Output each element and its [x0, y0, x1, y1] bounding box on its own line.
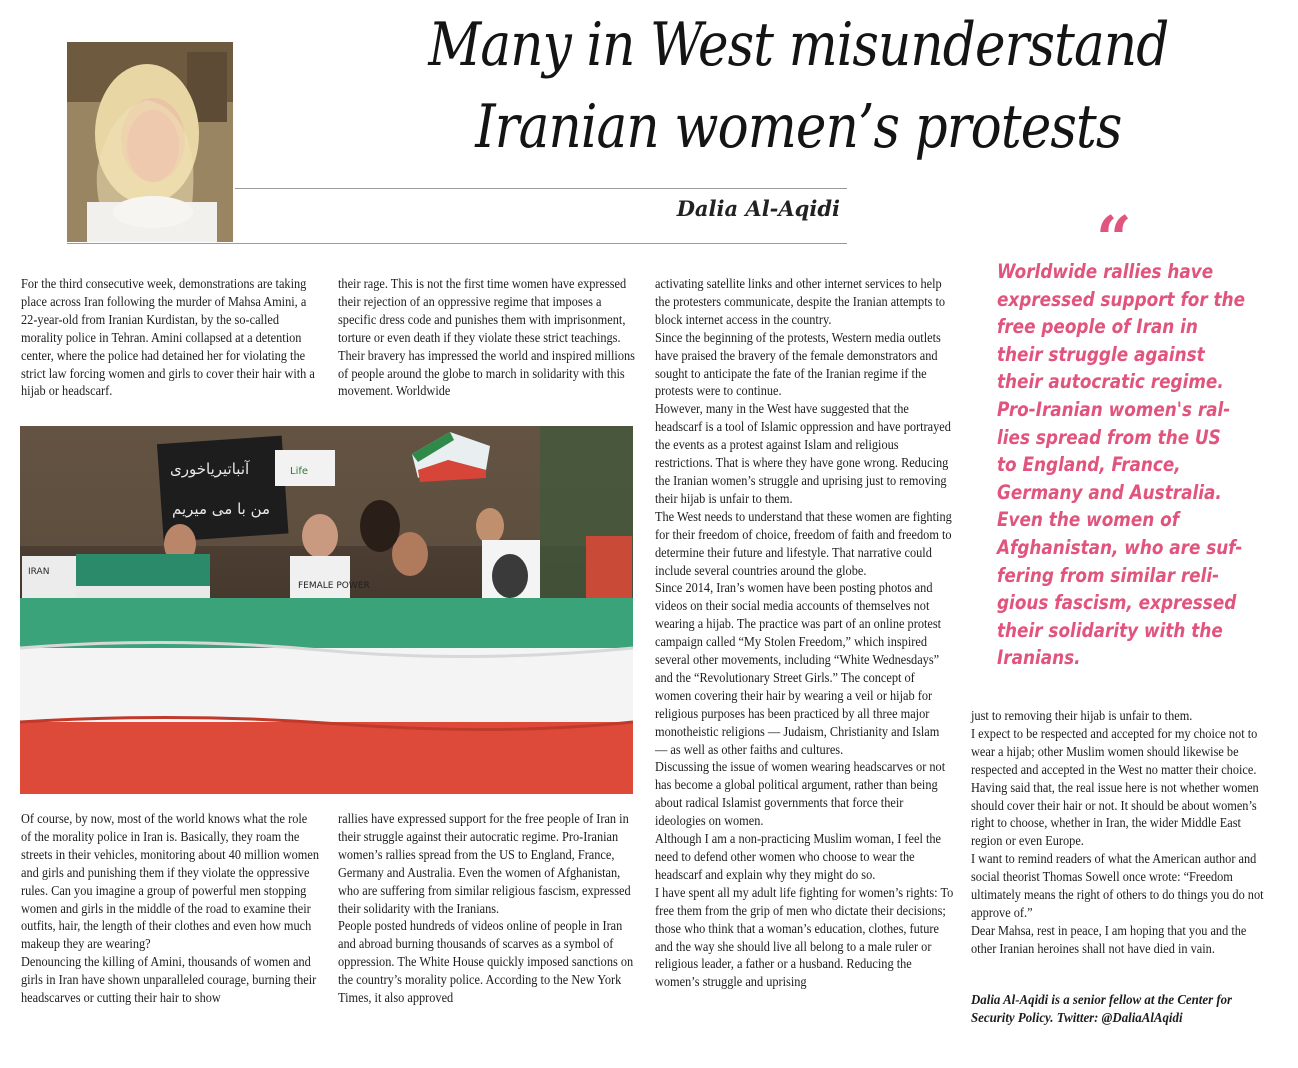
pull-quote-line: Worldwide rallies have: [997, 260, 1214, 283]
paragraph: However, many in the West have suggested that the headscarf is a tool of Islamic oppression and have portrayed the events as a protest against Islam and religious restrictions. That is where they have gone wrong. Reducing the Iranian women’s struggle and uprising just to removing their hijab is unfair to them.: [655, 401, 951, 506]
pull-quote-line: Pro-Iranian women's ral-: [997, 397, 1231, 421]
paragraph: Discussing the issue of women wearing headscarves or not has become a global political argument, rather than being about radical Islamist governments that force their ideologies on women.: [655, 759, 946, 829]
pull-quote-line: gious fascism, expressed: [997, 591, 1237, 615]
column-2-bottom: [338, 810, 637, 1007]
pull-quote-line: Even the women of: [997, 508, 1180, 532]
paragraph: Although I am a non-practicing Muslim woman, I feel the need to defend other women who choose to wear the headscarf and explain why they might do so.: [655, 831, 942, 882]
pull-quote-line: Germany and Australia.: [997, 480, 1222, 504]
author-portrait-icon: [67, 42, 233, 242]
pull-quote-line: Iranians.: [997, 646, 1081, 670]
paragraph: People posted hundreds of videos online of people in Iran and abroad burning thousands of scarves as a symbol of oppression. The White House quickly imposed sanctions on the country’s morality police. According to the New York Times, it also approved: [338, 918, 634, 1006]
paragraph: their rage. This is not the first time women have expressed their rejection of an oppressive regime that imposes a specific dress code and punishes them with imprisonment, torture or even death if they violate these strict teachings. Their bravery has impressed the world and inspired millions of people around the globe to march in solidarity with this movement. Worldwide: [338, 276, 635, 399]
paragraph: Since 2014, Iran’s women have been posting photos and videos on their social media accounts of themselves not wearing a hijab. The practice was part of an online protest campaign called “My Stolen Freedom,” which inspired several other movements, including “White Wednesdays” and the “Revolutionary Street Girls.” The concept of women covering their hair by wearing a veil or hijab for religious purposes has been practiced by all three major monotheistic religions — Judaism, Christianity and Islam — as well as other faiths and cultures.: [655, 580, 942, 757]
column-1-top: [21, 275, 320, 400]
pull-quote-line: Afghanistan, who are suf-: [997, 535, 1243, 559]
shirt-text: FEMALE POWER: [298, 581, 370, 591]
byline: Dalia Al-Aqidi: [676, 196, 840, 221]
paragraph: just to removing their hijab is unfair to them.: [971, 708, 1193, 723]
paragraph: activating satellite links and other internet services to help the protesters communicate, despite the Iranian attempts to block internet access in the country.: [655, 276, 946, 327]
paragraph: I have spent all my adult life fighting for women’s rights: To free them from the grip of men who dictate their decisions; those who think that a woman’s education, clothes, future and the way she should live all belong to a male ruler or religious leader, a father or a husband. Reducing the women’s struggle and uprising: [655, 884, 954, 990]
pull-quote-line: free people of Iran in: [997, 315, 1198, 339]
quote-mark-icon: “: [1096, 202, 1132, 275]
paragraph: Since the beginning of the protests, Western media outlets have praised the bravery of the female demonstrators and sought to anticipate the fate of the Iranian regime if the protests were to continue.: [655, 329, 941, 399]
paragraph: Of course, by now, most of the world knows what the role of the morality police in Iran is. Basically, they roam the streets in their vehicles, monitoring about 40 million women and girls and punishing them if they violate the oppressive rules. Can you imagine a group of powerful men stopping women and girls in the middle of the road to examine their outfits, hair, the length of their clothes and even how much makeup they are wearing?: [21, 811, 320, 952]
pull-quote-line: their struggle against: [997, 342, 1205, 366]
author-photo: [67, 42, 233, 242]
pull-quote-line: their solidarity with the: [997, 618, 1223, 642]
paragraph: I want to remind readers of what the American author and social theorist Thomas Sowell once wrote: “Freedom ultimately means the right of others to do things you do not approve of.”: [971, 851, 1264, 920]
pull-quote-line: to England, France,: [997, 453, 1181, 477]
paragraph: I expect to be respected and accepted for my choice not to wear a hijab; other Muslim women should likewise be respected and accepted in the West no matter their choice.: [971, 725, 1258, 777]
headline-line-2: Iranian women’s protests: [475, 92, 1122, 162]
column-4: [971, 707, 1265, 958]
sign-bottom-text: من با می میریم: [172, 500, 271, 518]
paragraph: The West needs to understand that these women are fighting for their freedom of choice, freedom of faith and freedom to determine their future and lifestyle. That narrative could include several countries around the globe.: [655, 508, 952, 578]
column-2-top: [338, 275, 637, 400]
sign-top-text: آنباتیریاخوری: [170, 460, 250, 478]
protest-photo-icon: [20, 426, 633, 794]
small-sign-text: Life: [290, 466, 309, 477]
headline: [420, 4, 1177, 168]
pull-quote-line: their autocratic regime.: [997, 370, 1224, 394]
headline-line-1: Many in West misunderstand: [428, 10, 1169, 80]
pull-quote-line: expressed support for the: [997, 287, 1246, 311]
pull-quote: [997, 258, 1246, 672]
paragraph: For the third consecutive week, demonstrations are taking place across Iran following the murder of Mahsa Amini, a 22-year-old from Iranian Kurdistan, by the so-called morality police in Tehran. Amini collapsed at a detention center, where the police had detained her for violating the strict law forcing women and girls to cover their hair with a hijab or headscarf.: [21, 276, 315, 399]
column-3: [655, 275, 954, 991]
iran-sign-text: IRAN: [28, 567, 50, 577]
paragraph: Having said that, the real issue here is not whether women should cover their hair or not. It should be about women’s right to choose, whether in Iran, the wider Middle East region or even Europe.: [971, 779, 1259, 849]
byline-rule-bottom: [67, 243, 847, 244]
protest-photo: [20, 426, 633, 794]
pull-quote-line: fering from similar reli-: [997, 563, 1220, 587]
column-1-bottom: [21, 810, 320, 1007]
byline-rule-top: [235, 188, 847, 189]
pull-quote-line: lies spread from the US: [997, 425, 1221, 449]
author-bio: Dalia Al-Aqidi is a senior fellow at the Center for Security Policy. Twitter: @DaliaAlAqidi: [971, 993, 1233, 1026]
paragraph: Denouncing the killing of Amini, thousands of women and girls in Iran have shown unparalleled courage, burning their headscarves or cutting their hair to show: [21, 954, 317, 1006]
paragraph: rallies have expressed support for the free people of Iran in their struggle against their autocratic regime. Pro-Iranian women’s rallies spread from the US to England, France, Germany and Australia. Even the women of Afghanistan, who are suffering from similar religious fascism, expressed their solidarity with the Iranians.: [338, 811, 631, 916]
paragraph: Dear Mahsa, rest in peace, I am hoping that you and the other Iranian heroines shall not have died in vain.: [971, 922, 1247, 956]
